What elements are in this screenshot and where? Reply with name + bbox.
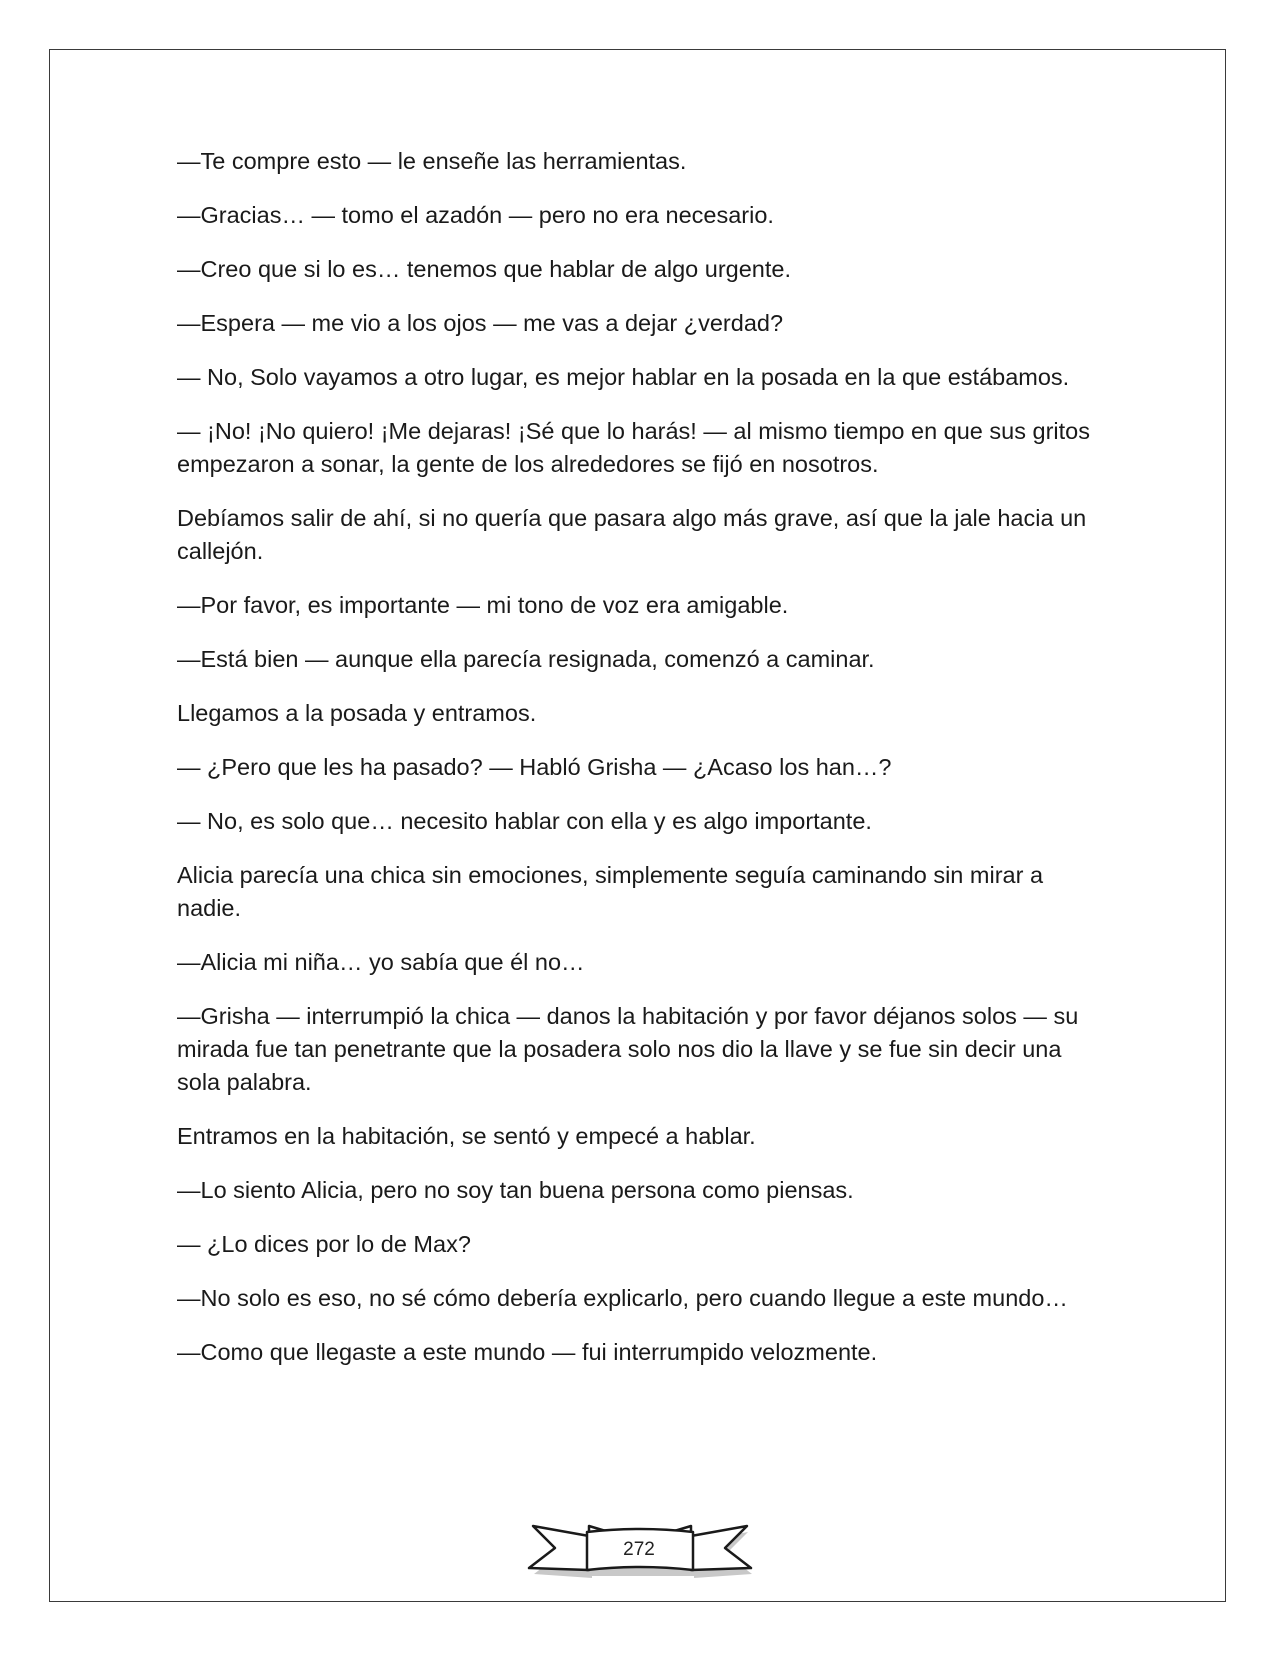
paragraph-4: —Espera — me vio a los ojos — me vas a dejar ¿verdad? [177,310,784,336]
paragraph-14: —Alicia mi niña… yo sabía que él no… [177,949,585,975]
paragraph-6: — ¡No! ¡No quiero! ¡Me dejaras! ¡Sé que lo harás! — al mismo tiempo en que sus gritos empezaron a sonar, la gente de los alrededores se fijó en nosotros. [177,418,1090,477]
paragraph-20: —Como que llegaste a este mundo — fui interrumpido velozmente. [177,1339,878,1365]
paragraph-10: Llegamos a la posada y entramos. [177,700,537,726]
paragraph-2: —Gracias… — tomo el azadón — pero no era necesario. [177,202,774,228]
paragraph-17: —Lo siento Alicia, pero no soy tan buena persona como piensas. [177,1177,854,1203]
paragraph-16: Entramos en la habitación, se sentó y empecé a hablar. [177,1123,756,1149]
paragraph-5: — No, Solo vayamos a otro lugar, es mejor hablar en la posada en la que estábamos. [177,364,1070,390]
paragraph-7: Debíamos salir de ahí, si no quería que pasara algo más grave, así que la jale hacia un callejón. [177,505,1087,564]
paragraph-12: — No, es solo que… necesito hablar con ella y es algo importante. [177,808,872,834]
document-body [177,145,1107,1390]
page-number-banner [527,1512,753,1584]
paragraph-15: —Grisha — interrumpió la chica — danos la habitación y por favor déjanos solos — su mirada fue tan penetrante que la posadera solo nos dio la llave y se fue sin decir una sola palabra. [177,1003,1079,1095]
paragraph-11: — ¿Pero que les ha pasado? — Habló Grisha — ¿Acaso los han…? [177,754,892,780]
page-number: 272 [623,1539,655,1560]
paragraph-9: —Está bien — aunque ella parecía resignada, comenzó a caminar. [177,646,875,672]
paragraph-8: —Por favor, es importante — mi tono de voz era amigable. [177,592,789,618]
paragraph-19: —No solo es eso, no sé cómo debería explicarlo, pero cuando llegue a este mundo… [177,1285,1068,1311]
paragraph-1: —Te compre esto — le enseñe las herramientas. [177,148,687,174]
paragraph-13: Alicia parecía una chica sin emociones, simplemente seguía caminando sin mirar a nadie. [177,862,1044,921]
paragraph-18: — ¿Lo dices por lo de Max? [177,1231,471,1257]
paragraph-3: —Creo que si lo es… tenemos que hablar de algo urgente. [177,256,791,282]
